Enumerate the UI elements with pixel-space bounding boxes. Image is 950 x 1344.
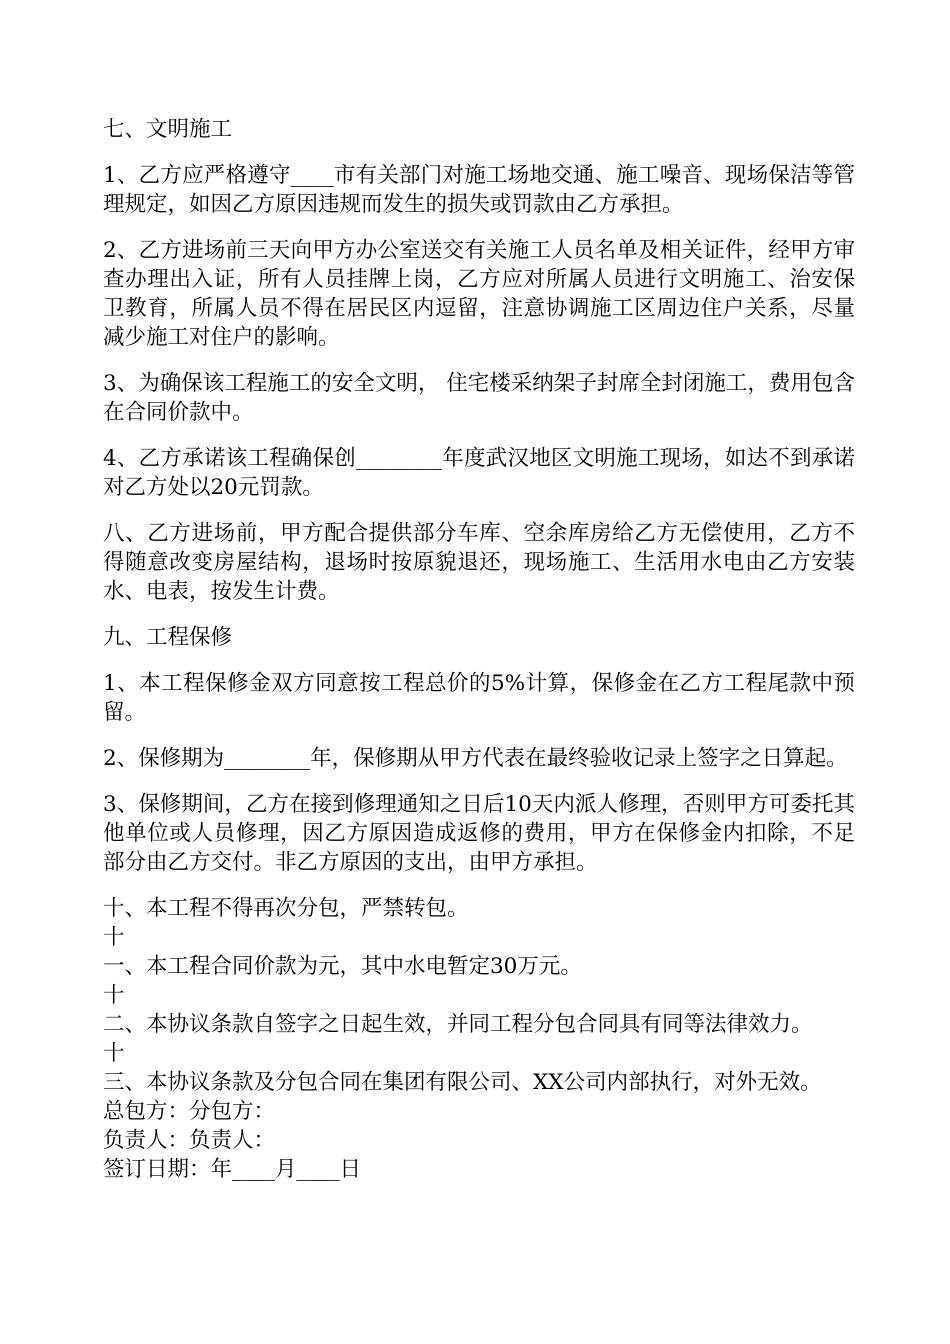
signature-persons: 负责人：负责人： [103,1128,276,1153]
section-heading-9: 九、工程保修 [103,625,233,650]
paragraph-7-2: 2、乙方进场前三天向甲方办公室送交有关施工人员名单及相关证件，经甲方审查办理出入证，所有人员挂牌上岗，乙方应对所属人员进行文明施工、治安保卫教育，所属人员不得在居民区内逗留，注意协调施工区周边住户关系，尽量减少施工对住户的影响。 [103,238,855,350]
paragraph-7-1: 1、乙方应严格遵守____市有关部门对施工场地交通、施工噪音、现场保洁等管理规定，如因乙方原因违规而发生的损失或罚款由乙方承担。 [103,163,855,217]
section-heading-7: 七、文明施工 [103,117,233,142]
document-page [103,115,855,1184]
paragraph-7-4: 4、乙方承诺该工程确保创________年度武汉地区文明施工现场，如达不到承诺对乙方处以20元罚款。 [103,446,855,500]
paragraph-10: 十、本工程不得再次分包，严禁转包。 [103,896,469,921]
paragraph-12: 二、本协议条款自签字之日起生效，并同工程分包合同具有同等法律效力。 [103,1012,813,1037]
paragraph-13-number: 十 [103,1041,125,1066]
paragraph-11-number: 十 [103,925,125,950]
paragraph-11: 一、本工程合同价款为元，其中水电暂定30万元。 [103,954,582,979]
paragraph-9-3: 3、保修期间，乙方在接到修理通知之日后10天内派人修理，否则甲方可委托其他单位或人员修理，因乙方原因造成返修的费用，甲方在保修金内扣除，不足部分由乙方交付。非乙方原因的支出，由甲方承担。 [103,792,855,875]
signature-parties: 总包方：分包方： [103,1099,276,1124]
paragraph-8: 八、乙方进场前，甲方配合提供部分车库、空余库房给乙方无偿使用，乙方不得随意改变房屋结构，退场时按原貌退还，现场施工、生活用水电由乙方安装水、电表，按发生计费。 [103,521,855,604]
paragraph-7-3: 3、为确保该工程施工的安全文明， 住宅楼采纳架子封席全封闭施工，费用包含在合同价款中。 [103,371,855,425]
paragraph-9-1: 1、本工程保修金双方同意按工程总价的5%计算，保修金在乙方工程尾款中预留。 [103,671,855,725]
paragraph-9-2: 2、保修期为________年，保修期从甲方代表在最终验收记录上签字之日算起。 [103,746,848,771]
paragraph-12-number: 十 [103,983,125,1008]
signing-date: 签订日期：年____月____日 [103,1157,362,1182]
paragraph-13: 三、本协议条款及分包合同在集团有限公司、XX公司内部执行，对外无效。 [103,1070,822,1095]
